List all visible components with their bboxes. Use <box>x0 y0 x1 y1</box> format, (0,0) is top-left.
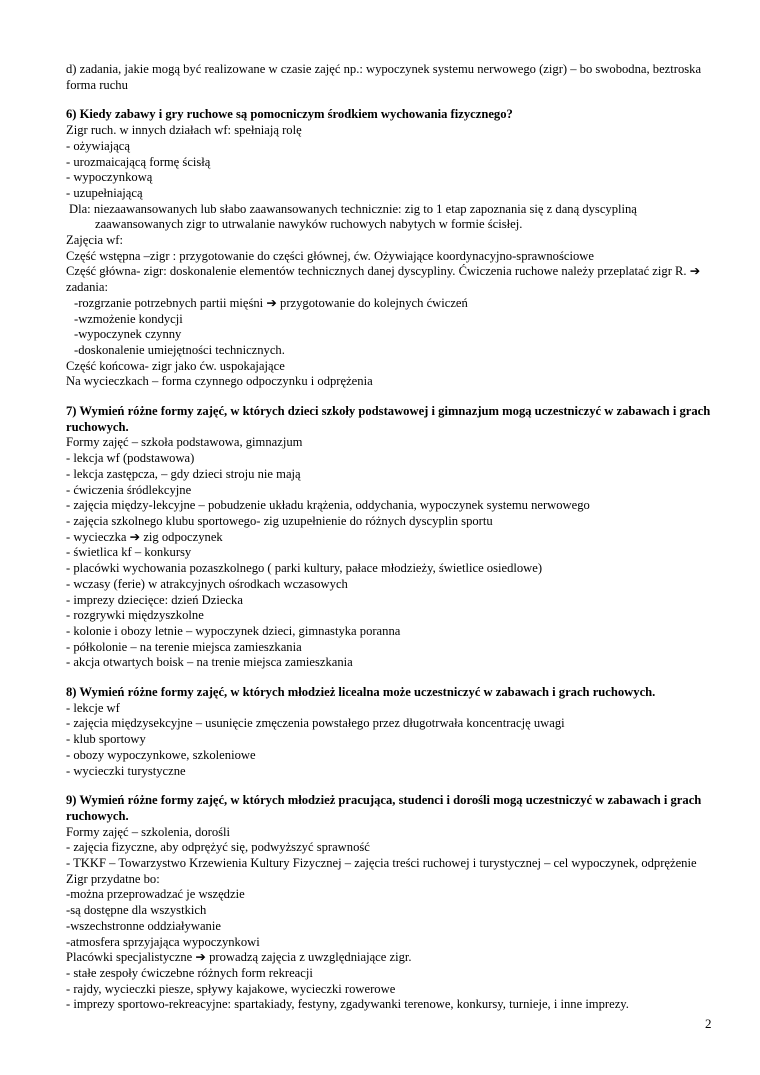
q7-list-item: - ćwiczenia śródlekcyjne <box>66 482 192 497</box>
q7-list-item: - świetlica kf – konkursy <box>66 545 192 560</box>
q8-list-item: - klub sportowy <box>66 732 146 747</box>
intro-line-d: d) zadania, jakie mogą być realizowane w czasie zajęć np.: wypoczynek systemu nerwowego (zigr) – bo swobodna, beztroska <box>66 62 702 76</box>
q9-list-item: - rajdy, wycieczki piesze, spływy kajakowe, wycieczki rowerowe <box>66 981 396 996</box>
q6-role: - uzupełniającą <box>66 185 143 200</box>
q9-reason: -wszechstronne oddziaływanie <box>66 918 221 933</box>
q7-list-item: - lekcja wf (podstawowa) <box>66 451 195 466</box>
q6-task: -rozgrzanie potrzebnych partii mięśni ➔ przygotowanie do kolejnych ćwiczeń <box>74 295 468 310</box>
q8-heading: 8) Wymień różne formy zajęć, w których młodzież licealna może uczestniczyć w zabawach i grach ruchowych. <box>66 685 656 700</box>
q6-zajecia-label: Zajęcia wf: <box>66 233 123 248</box>
q6-task: -wypoczynek czynny <box>74 327 182 342</box>
q7-list-item: - zajęcia między-lekcyjne – pobudzenie układu krążenia, oddychania, wypoczynek systemu nerwowego <box>66 498 590 513</box>
q6-zadania-label: zadania: <box>66 280 108 295</box>
q6-role: - ożywiającą <box>66 138 130 153</box>
q9-list-item: - stałe zespoły ćwiczebne różnych form rekreacji <box>66 965 313 980</box>
q9-przydatne-label: Zigr przydatne bo: <box>66 871 160 886</box>
q7-list-item: - półkolonie – na terenie miejsca zamieszkania <box>66 639 302 654</box>
q7-list-item: - imprezy dziecięce: dzień Dziecka <box>66 592 243 607</box>
q6-lead: Zigr ruch. w innych działach wf: spełniają rolę <box>66 123 302 138</box>
q7-list-item: - rozgrywki międzyszkolne <box>66 608 204 623</box>
q8-list-item: - obozy wypoczynkowe, szkoleniowe <box>66 747 256 762</box>
q6-task: -doskonalenie umiejętności technicznych. <box>74 342 285 357</box>
q7-list-item: - wczasy (ferie) w atrakcyjnych ośrodkach wczasowych <box>66 576 348 591</box>
intro-line-d-continued: forma ruchu <box>66 77 128 92</box>
q9-reason: -można przeprowadzać je wszędzie <box>66 887 245 902</box>
q6-dla-line-2: zaawansowanych zigr to utrwalanie nawyków ruchowych nabytych w formie ścisłej. <box>95 217 523 232</box>
q6-task: -wzmożenie kondycji <box>74 311 183 326</box>
page-number: 2 <box>705 1016 712 1031</box>
q9-heading: 9) Wymień różne formy zajęć, w których młodzież pracująca, studenci i dorośli mogą uczestniczyć w zabawach i grach ruchowych. <box>66 793 702 823</box>
q9-reason: -są dostępne dla wszystkich <box>66 903 207 918</box>
q6-heading: 6) Kiedy zabawy i gry ruchowe są pomocniczym środkiem wychowania fizycznego? <box>66 107 513 122</box>
q9-list-item: - TKKF – Towarzystwo Krzewienia Kultury Fizycznej – zajęcia treści ruchowej i turystycznej – cel wypoczynek, odprężenie <box>66 856 697 871</box>
q6-czesc-koncowa: Część końcowa- zigr jako ćw. uspokajające <box>66 358 285 373</box>
q7-list-item: - lekcja zastępcza, – gdy dzieci stroju nie mają <box>66 466 301 481</box>
q6-czesc-glowna: Część główna- zigr: doskonalenie elementów technicznych danej dyscypliny. Ćwiczenia ruchowe należy przeplatać zigr R. ➔ <box>66 264 701 279</box>
q6-role: - urozmaicającą formę ścisłą <box>66 154 211 169</box>
q7-list-item: - placówki wychowania pozaszkolnego ( parki kultury, pałace młodzieży, świetlice osiedlowe) <box>66 561 543 576</box>
q6-role: - wypoczynkową <box>66 170 153 185</box>
q9-lead: Formy zajęć – szkolenia, dorośli <box>66 824 231 839</box>
q6-dla-line: Dla: niezaawansowanych lub słabo zaawansowanych technicznie: zig to 1 etap zapoznania się z daną dyscypliną <box>69 201 637 216</box>
q7-list-item: - wycieczka ➔ zig odpoczynek <box>66 529 223 544</box>
q7-list-item: - akcja otwartych boisk – na trenie miejsca zamieszkania <box>66 655 353 670</box>
q7-heading: 7) Wymień różne formy zajęć, w których dzieci szkoły podstawowej i gimnazjum mogą uczestniczyć w zabawach i grach ruchowych. <box>66 404 711 434</box>
q9-list-item: - imprezy sportowo-rekreacyjne: spartakiady, festyny, zgadywanki terenowe, konkursy, turnieje, i inne imprezy. <box>66 997 629 1012</box>
q7-list-item: - kolonie i obozy letnie – wypoczynek dzieci, gimnastyka poranna <box>66 623 401 638</box>
q8-list-item: - wycieczki turystyczne <box>66 763 186 778</box>
q6-wycieczki: Na wycieczkach – forma czynnego odpoczynku i odprężenia <box>66 374 373 389</box>
q9-placowki: Placówki specjalistyczne ➔ prowadzą zajęcia z uwzględniające zigr. <box>66 950 412 965</box>
document-page <box>66 62 716 1013</box>
q8-list-item: - lekcje wf <box>66 700 120 715</box>
q9-reason: -atmosfera sprzyjająca wypoczynkowi <box>66 934 260 949</box>
q8-list-item: - zajęcia międzysekcyjne – usunięcie zmęczenia powstałego przez długotrwała koncentrację uwagi <box>66 716 565 731</box>
q6-czesc-wstepna: Część wstępna –zigr : przygotowanie do części głównej, ćw. Ożywiające koordynacyjno-sprawnościowe <box>66 248 594 263</box>
q7-lead: Formy zajęć – szkoła podstawowa, gimnazjum <box>66 435 303 450</box>
q7-list-item: - zajęcia szkolnego klubu sportowego- zig uzupełnienie do różnych dyscyplin sportu <box>66 513 493 528</box>
q9-list-item: - zajęcia fizyczne, aby odprężyć się, podwyższyć sprawność <box>66 840 370 855</box>
